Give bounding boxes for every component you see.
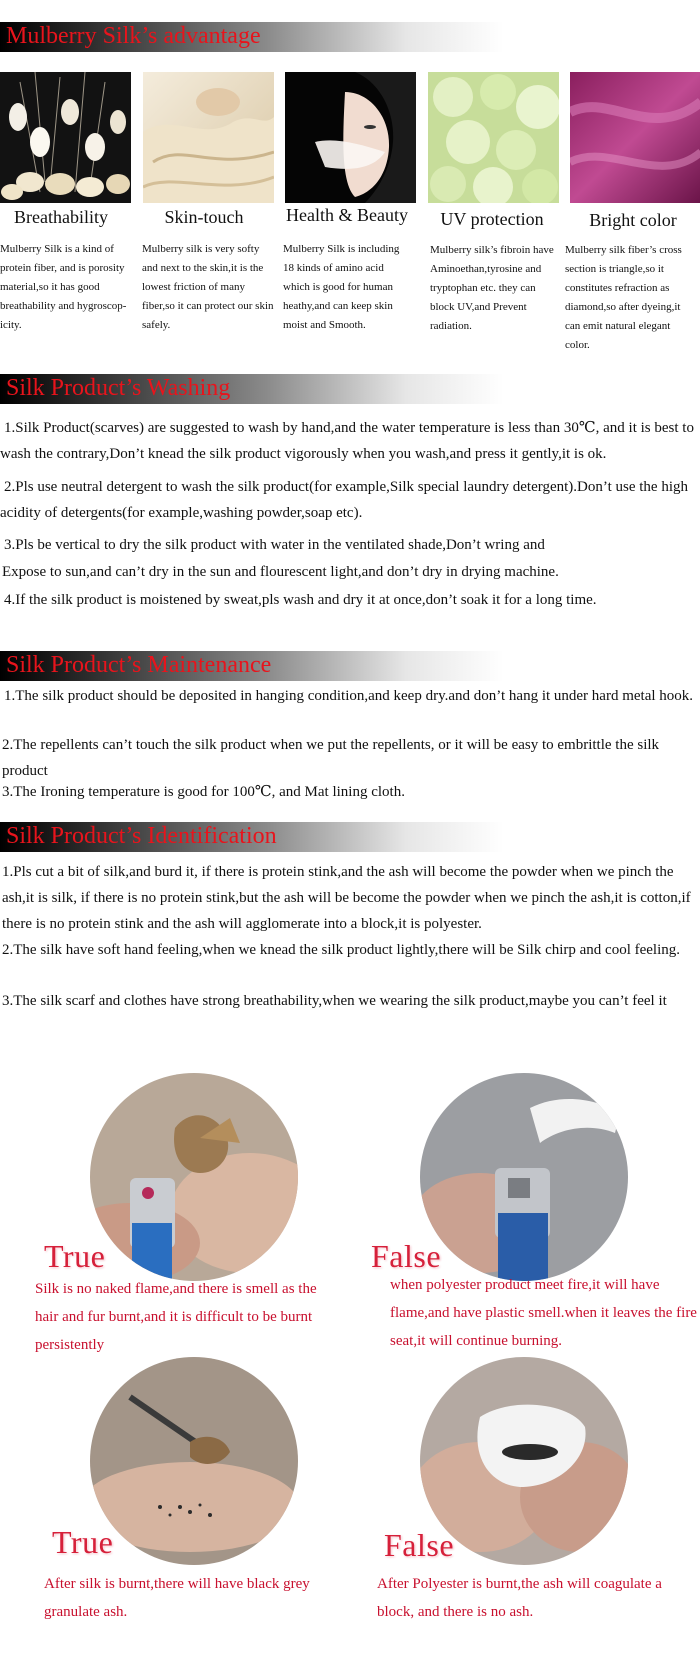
washing-item-3-cont: Expose to sun,and can’t dry in the sun and flourescent light,and don’t dry in drying machine.: [2, 564, 559, 580]
section-title: Silk Product’s Maintenance: [6, 652, 272, 678]
feature-title-health-beauty: Health & Beauty: [286, 205, 408, 225]
feature-title-breathability: Breathability: [14, 207, 108, 227]
maintenance-item-1: 1.The silk product should be deposited in hanging condition,and keep dry.and don’t hang it under hard metal hook.: [4, 688, 694, 704]
feature-title-skin-touch: Skin-touch: [164, 207, 244, 227]
maintenance-item-2: 2.The repellents can’t touch the silk product when we put the repellents, or it will be easy to embrittle the silk product: [2, 737, 660, 779]
section-banner-identification: [0, 822, 700, 852]
woman-in-silk-sheet-photo: [143, 72, 274, 203]
caption-polyester-ash: After Polyester is burnt,the ash will coagulate a block, and there is no ash.: [377, 1576, 662, 1620]
washing-item-3: 3.Pls be vertical to dry the silk product with water in the ventilated shade,Don’t wring and: [4, 537, 545, 553]
feature-text-skin-touch: Mulberry silk is very softy and next to the skin,it is the lowest friction of many fiber,so it can protect our skin safely.: [142, 243, 274, 331]
verdict-true-2: True: [52, 1524, 114, 1560]
feature-title-uv-protection: UV protection: [440, 209, 544, 229]
section-title: Silk Product’s Washing: [6, 375, 231, 401]
feature-text-bright-color: Mulberry silk fiber’s cross section is triangle,so it constitutes refraction as diamond,so after dyeing,it can emit natural elegant color.: [565, 244, 682, 351]
verdict-false-2: False: [384, 1527, 455, 1563]
washing-item-4: 4.If the silk product is moistened by sweat,pls wash and dry it at once,don’t soak it for a long time.: [4, 592, 597, 608]
purple-silk-fabric-photo: [570, 72, 700, 203]
verdict-true-1: True: [44, 1238, 106, 1274]
verdict-false-1: False: [371, 1238, 442, 1274]
feature-text-breathability: Mulberry Silk is a kind of protein fiber, and is porosity material,so it has good breathability and hygroscop-icity.: [0, 243, 127, 331]
section-banner-washing: [0, 374, 700, 404]
identification-item-3: 3.The silk scarf and clothes have strong breathability,when we wearing the silk product,maybe you can’t feel it: [2, 993, 667, 1009]
silk-cocoons-photo: [0, 72, 131, 203]
maintenance-item-3: 3.The Ironing temperature is good for 100℃, and Mat lining cloth.: [2, 784, 405, 800]
washing-item-2: 2.Pls use neutral detergent to wash the silk product(for example,Silk special laundry detergent).Don’t use the high acidity of detergents(for example,washing powder,soap etc).: [0, 479, 689, 521]
section-banner-advantage: [0, 22, 700, 52]
caption-silk-flame: Silk is no naked flame,and there is smell as the hair and fur burnt,and it is difficult to be burnt persistently: [35, 1281, 317, 1353]
caption-silk-ash: After silk is burnt,there will have black grey granulate ash.: [44, 1576, 310, 1620]
washing-item-1: 1.Silk Product(scarves) are suggested to wash by hand,and the water temperature is less than 30℃, and it is best to wash the contrary,Don’t knead the silk product vigorously when you wash,and press it gently,it is ok.: [0, 420, 694, 462]
feature-text-health-beauty: Mulberry Silk is including 18 kinds of amino acid which is good for human heathy,and can keep skin moist and Smooth.: [283, 243, 400, 331]
caption-polyester-flame: when polyester product meet fire,it will have flame,and have plastic smell.when it leaves the fire seat,it will continue burning.: [390, 1277, 697, 1349]
identification-item-1: 1.Pls cut a bit of silk,and burd it, if there is protein stink,and the ash will become the powder when we pinch the ash,it is silk, if there is no protein stink,but the ash will be become the powder when we pinch the ash,it is cotton,if there is no protein stink and the ash will agglomerate into a block,it is polyester.: [2, 864, 691, 932]
section-title: Mulberry Silk’s advantage: [6, 23, 261, 49]
section-banner-maintenance: [0, 651, 700, 681]
feature-text-uv-protection: Mulberry silk’s fibroin have Aminoethan,tyrosine and tryptophan etc. they can block UV,and Prevent radiation.: [430, 244, 554, 332]
green-cocoons-photo: [428, 72, 559, 203]
silk-burning-lighter-photo: [90, 1073, 298, 1281]
feature-title-bright-color: Bright color: [589, 210, 677, 230]
identification-item-2: 2.The silk have soft hand feeling,when we knead the silk product lightly,there will be Silk chirp and cool feeling.: [2, 942, 681, 958]
face-mask-photo: [285, 72, 416, 203]
silk-ash-photo: [90, 1357, 298, 1565]
polyester-burning-lighter-photo: [420, 1073, 628, 1281]
section-title: Silk Product’s Identification: [6, 823, 277, 849]
